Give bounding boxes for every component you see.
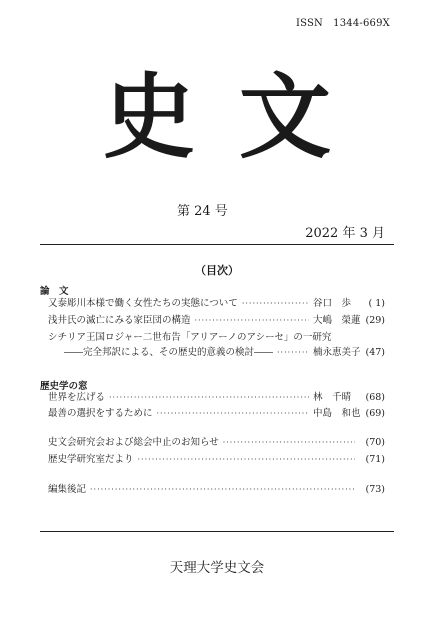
toc-entry-subtitle[interactable] — [64, 346, 385, 360]
bottom-divider — [40, 531, 394, 532]
entry-page: (47) — [365, 347, 385, 358]
toc-entry[interactable] — [48, 314, 385, 328]
top-divider — [40, 244, 394, 245]
leader-dots — [90, 483, 355, 497]
entry-title: 又泰彫川本様で働く女性たちの実態について — [48, 298, 238, 309]
entry-author: 楠永恵美子 — [313, 347, 361, 358]
toc-entry[interactable] — [48, 407, 385, 421]
entry-page: (69) — [365, 408, 385, 419]
journal-title: 史文 — [102, 63, 375, 171]
publication-date: 2022 年 3 月 — [305, 226, 385, 241]
leader-dots — [242, 297, 309, 311]
entry-page: ( 1) — [368, 298, 385, 309]
section-label-window: 歴史学の窓 — [40, 381, 88, 392]
entry-author: 谷口 歩 — [313, 298, 352, 309]
leader-dots — [109, 391, 309, 405]
entry-page: (73) — [365, 484, 385, 495]
entry-title: シチリア王国ロジャー二世布告「アリアーノのアシーセ」の一研究 — [48, 332, 332, 343]
leader-dots — [195, 314, 309, 328]
publisher-name: 天理大学史文会 — [169, 560, 265, 576]
entry-title: 編集後記 — [48, 484, 87, 495]
leader-dots — [277, 346, 309, 360]
section-label-articles: 論 文 — [40, 286, 69, 297]
entry-page: (68) — [365, 392, 385, 403]
toc-entry[interactable] — [48, 483, 385, 497]
issn-number: ISSN 1344-669X — [295, 18, 390, 29]
toc-entry[interactable] — [48, 391, 385, 405]
toc-entry[interactable] — [48, 331, 385, 345]
entry-title: 史文会研究会および総会中止のお知らせ — [48, 437, 219, 448]
entry-page: (70) — [365, 437, 385, 448]
leader-dots — [138, 453, 355, 467]
entry-author: 中島 和也 — [313, 408, 361, 419]
toc-entry[interactable] — [48, 453, 385, 467]
toc-entry[interactable] — [48, 436, 385, 450]
entry-title: 最善の選択をするために — [48, 408, 153, 419]
entry-author: 大嶋 榮蓮 — [313, 315, 361, 326]
leader-dots — [223, 436, 355, 450]
toc-entry[interactable] — [48, 297, 385, 311]
entry-title: 世界を広げる — [48, 392, 106, 403]
toc-heading: （目次） — [195, 264, 239, 277]
entry-subtitle: ――完全邦訳による、その歴史的意義の検討―― — [64, 347, 274, 358]
entry-author: 林 千晴 — [313, 392, 352, 403]
leader-dots — [157, 407, 309, 421]
entry-page: (71) — [365, 454, 385, 465]
entry-title: 歴史学研究室だより — [48, 454, 134, 465]
issue-number: 第 24 号 — [177, 204, 228, 219]
entry-page: (29) — [365, 315, 385, 326]
entry-title: 浅井氏の滅亡にみる家臣団の構造 — [48, 315, 191, 326]
